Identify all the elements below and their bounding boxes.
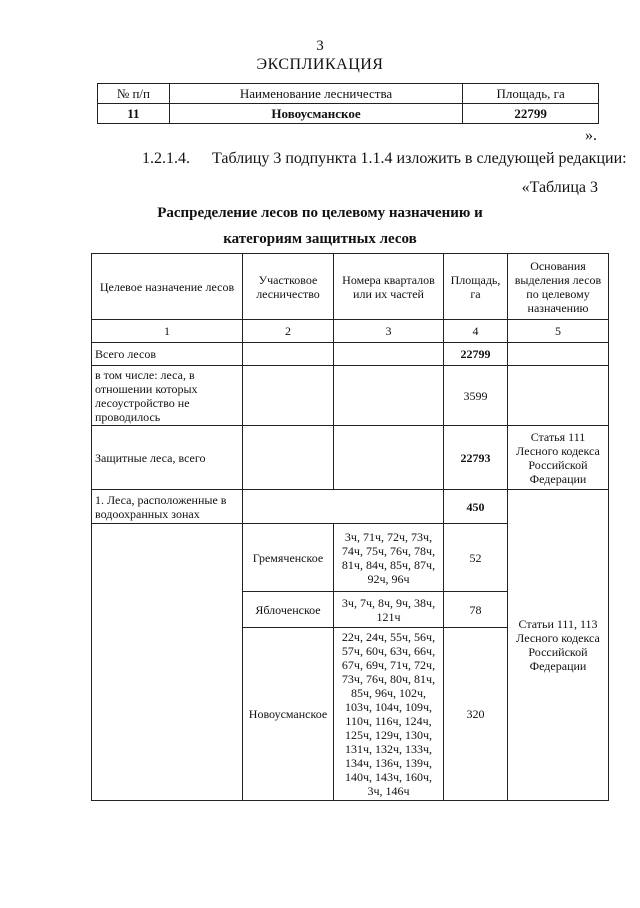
table-heading-line-1: Распределение лесов по целевому назначению и (157, 205, 483, 221)
no-inventory-area: 3599 (444, 366, 508, 426)
explication-header-row (98, 84, 599, 104)
empty-cell (334, 426, 444, 490)
empty-cell (243, 490, 444, 524)
district-area: 52 (444, 524, 508, 592)
table-label: «Таблица 3 (521, 179, 598, 196)
forest-distribution-table (91, 253, 609, 801)
column-number: 1 (92, 320, 243, 343)
water-protection-label: 1. Леса, расположенные в водоохранных зонах (92, 490, 243, 524)
explication-table (97, 83, 599, 124)
district-quarters: 3ч, 71ч, 72ч, 73ч, 74ч, 75ч, 76ч, 78ч, 81ч, 84ч, 85ч, 87ч, 92ч, 96ч (334, 524, 444, 592)
empty-cell (334, 343, 444, 366)
no-inventory-label: в том числе: леса, в отношении которых лесоустройство не проводилось (92, 366, 243, 426)
total-forests-label: Всего лесов (92, 343, 243, 366)
total-forests-area: 22799 (444, 343, 508, 366)
district-area: 320 (444, 628, 508, 801)
district-quarters: 22ч, 24ч, 55ч, 56ч, 57ч, 60ч, 63ч, 66ч, 67ч, 69ч, 71ч, 72ч, 73ч, 76ч, 80ч, 81ч, 85ч, 96ч, 102ч, 103ч, 104ч, 109ч, 110ч, 116ч, 124ч, 125ч, 129ч, 130ч, 131ч, 132ч, 133ч, 134ч, 136ч, 139ч, 140ч, 143ч, 160ч, 3ч, 146ч (334, 628, 444, 801)
district-name: Гремяченское (243, 524, 334, 592)
instruction-number: 1.2.1.4. (142, 150, 190, 167)
water-protection-area: 450 (444, 490, 508, 524)
district-name: Яблоченское (243, 592, 334, 628)
no-inventory-row (92, 366, 609, 426)
closing-quote: ». (585, 127, 597, 144)
district-name: Новоусманское (243, 628, 334, 801)
district-area: 78 (444, 592, 508, 628)
header-purpose: Целевое назначение лесов (92, 254, 243, 320)
header-quarters: Номера кварталов или их частей (334, 254, 444, 320)
header-basis: Основания выделения лесов по целевому назначению (508, 254, 609, 320)
instruction-text: Таблицу 3 подпункта 1.1.4 изложить в следующей редакции: (212, 150, 627, 167)
total-forests-row (92, 343, 609, 366)
header-area: Площадь, га (444, 254, 508, 320)
empty-cell (334, 366, 444, 426)
header-district: Участковое лесничество (243, 254, 334, 320)
explication-header-name: Наименование лесничества (169, 84, 462, 104)
explication-header-number: № п/п (98, 84, 170, 104)
column-number: 4 (444, 320, 508, 343)
explication-cell-area: 22799 (463, 104, 599, 124)
empty-cell (508, 366, 609, 426)
explication-title: ЭКСПЛИКАЦИЯ (256, 56, 384, 73)
header-row (92, 254, 609, 320)
instruction-line (142, 150, 627, 168)
empty-cell (243, 366, 334, 426)
protective-forests-basis: Статья 111 Лесного кодекса Российской Федерации (508, 426, 609, 490)
column-number: 2 (243, 320, 334, 343)
protective-forests-row (92, 426, 609, 490)
explication-cell-name: Новоусманское (169, 104, 462, 124)
column-number: 5 (508, 320, 609, 343)
protective-forests-label: Защитные леса, всего (92, 426, 243, 490)
water-protection-row (92, 490, 609, 524)
explication-cell-number: 11 (98, 104, 170, 124)
explication-data-row (98, 104, 599, 124)
column-number: 3 (334, 320, 444, 343)
empty-cell (508, 343, 609, 366)
water-protection-basis: Статьи 111, 113 Лесного кодекса Российской Федерации (508, 490, 609, 801)
table-heading-line-2: категориям защитных лесов (223, 231, 417, 247)
empty-cell (92, 524, 243, 801)
column-number-row (92, 320, 609, 343)
district-quarters: 3ч, 7ч, 8ч, 9ч, 38ч, 121ч (334, 592, 444, 628)
empty-cell (243, 426, 334, 490)
explication-header-area: Площадь, га (463, 84, 599, 104)
page-number: 3 (316, 38, 324, 54)
protective-forests-area: 22793 (444, 426, 508, 490)
empty-cell (243, 343, 334, 366)
